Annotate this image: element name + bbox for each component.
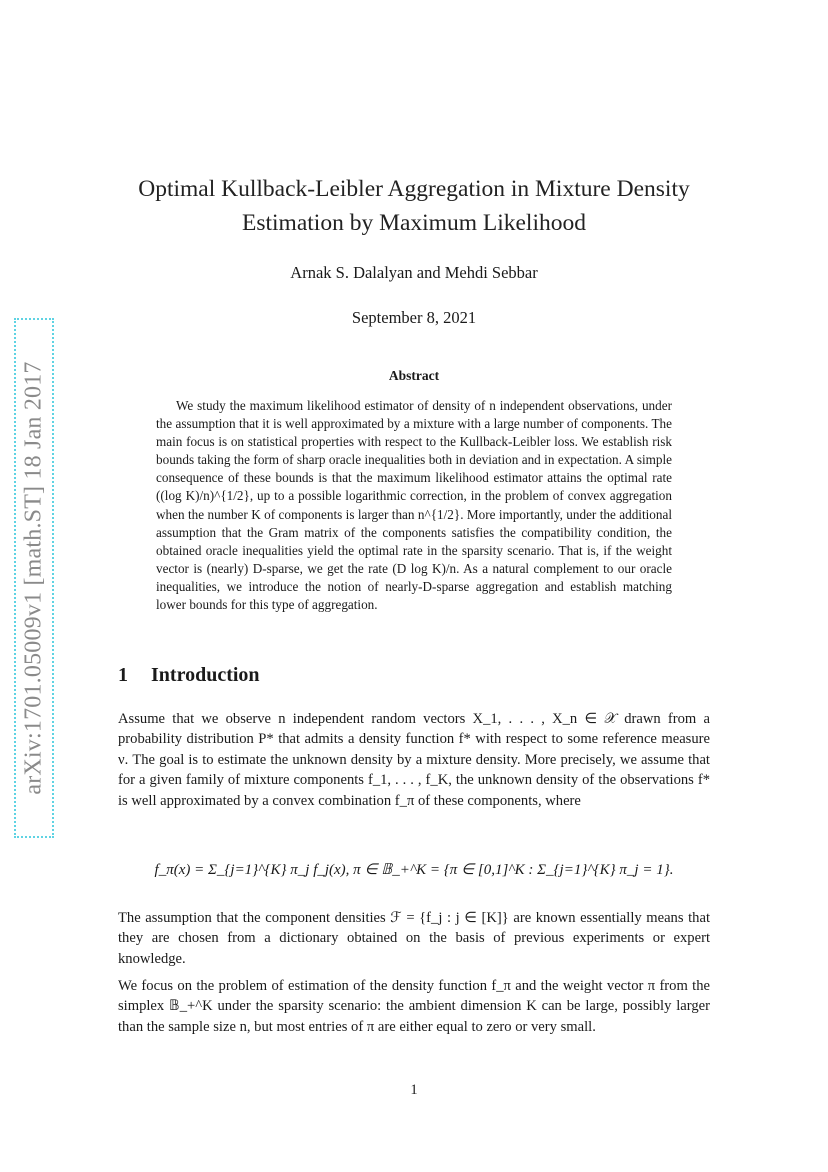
title-line-2: Estimation by Maximum Likelihood xyxy=(242,210,586,236)
paragraph-2: The assumption that the component densities ℱ = {f_j : j ∈ [K]} are known essentially means that they are chosen from a dictionary obtained on the basis of previous experiments or expert knowledge. xyxy=(118,910,710,967)
paragraph-3: We focus on the problem of estimation of the density function f_π and the weight vector π from the simplex 𝔹_+^K under the sparsity scenario: the ambient dimension K can be large, possibly larger than the sample size n, but most entries of π are either equal to zero or very small. xyxy=(118,978,710,1035)
section-number: 1 xyxy=(118,664,128,686)
section-title: Introduction xyxy=(151,664,260,686)
page-number: 1 xyxy=(410,1082,418,1098)
abstract-heading: Abstract xyxy=(388,368,440,383)
abstract-text: We study the maximum likelihood estimator of density of n independent observations, under the assumption that it is well approximated by a mixture with a large number of components. The main focus is on statistical properties with respect to the Kullback-Leibler loss. We establish risk bounds taking the form of sharp oracle inequalities both in deviation and in expectation. A simple consequence of these bounds is that the maximum likelihood estimator attains the optimal rate ((log K)/n)^{1/2}, up to a possible logarithmic correction, in the problem of convex aggregation when the number K of components is larger than n^{1/2}. More importantly, under the additional assumption that the Gram matrix of the components satisfies the compatibility condition, the obtained oracle inequalities yield the optimal rate in the sparsity scenario. That is, if the weight vector is (nearly) D-sparse, we get the rate (D log K)/n. As a natural complement to our oracle inequalities, we introduce the notion of nearly-D-sparse aggregation and establish matching lower bounds for this type of aggregation. xyxy=(156,398,672,613)
paragraph-1: Assume that we observe n independent random vectors X_1, . . . , X_n ∈ 𝒳 drawn from a probability distribution P* that admits a density function f* with respect to some reference measure ν. The goal is to estimate the unknown density by a mixture density. More precisely, we assume that for a given family of mixture components f_1, . . . , f_K, the unknown density of the observations f* is well approximated by a convex combination f_π of these components, where xyxy=(118,711,710,809)
title-line-1: Optimal Kullback-Leibler Aggregation in Mixture Density xyxy=(138,176,690,202)
section-heading xyxy=(118,664,260,687)
equation-text: f_π(x) = Σ_{j=1}^{K} π_j f_j(x), π ∈ 𝔹_+^K = {π ∈ [0,1]^K : Σ_{j=1}^{K} π_j = 1}. xyxy=(154,862,674,878)
arxiv-identifier: arXiv:1701.05009v1 [math.ST] 18 Jan 2017 xyxy=(20,361,47,795)
authors: Arnak S. Dalalyan and Mehdi Sebbar xyxy=(290,263,538,282)
date: September 8, 2021 xyxy=(351,308,477,327)
arxiv-stamp xyxy=(14,318,54,838)
mixture-equation xyxy=(118,843,710,899)
paper-title xyxy=(100,172,728,240)
